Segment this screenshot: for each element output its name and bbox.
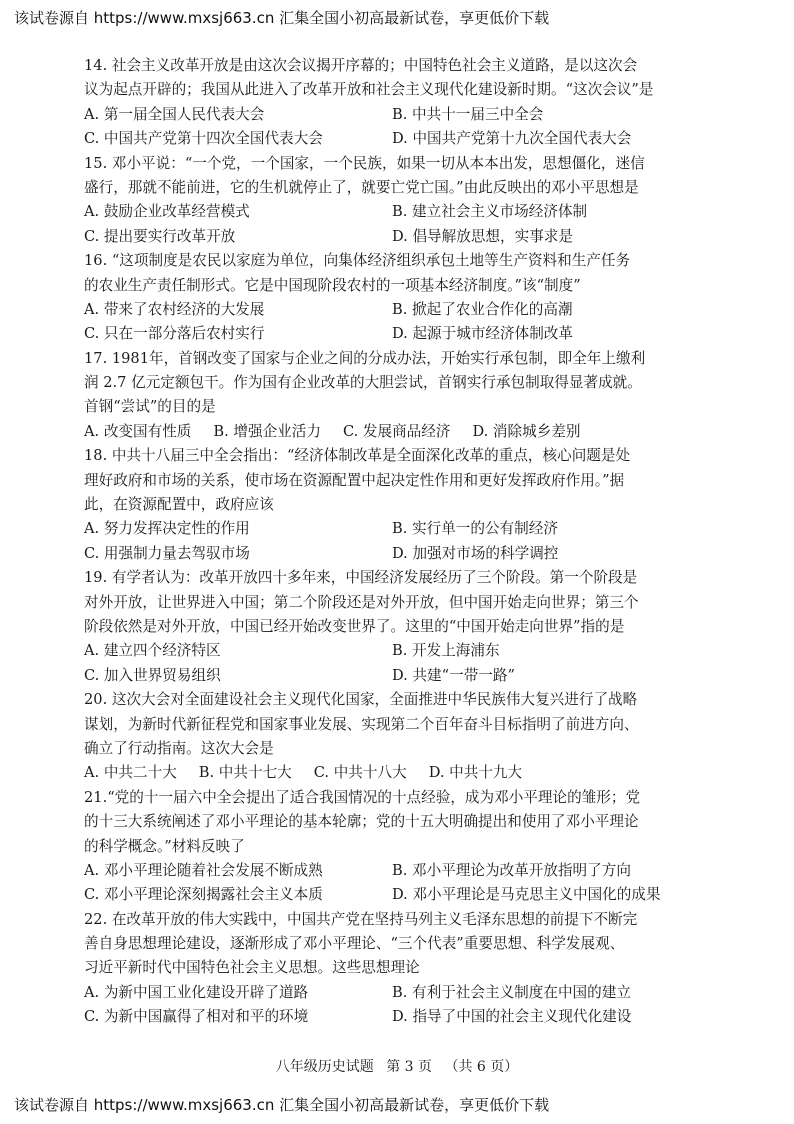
question-stem-line: 首钢“尝试”的目的是 xyxy=(84,398,216,416)
options-row xyxy=(84,981,744,1005)
answer-option: C. 提出要实行改革开放 xyxy=(84,227,236,245)
answer-option: D. 消除城乡差别 xyxy=(472,422,581,440)
answer-option: A. 为新中国工业化建设开辟了道路 xyxy=(84,983,309,1001)
answer-option: B. 掀起了农业合作化的高潮 xyxy=(392,300,573,318)
question-block xyxy=(84,908,744,1030)
answer-option: B. 中共十一届三中全会 xyxy=(392,105,544,123)
question-block xyxy=(84,688,744,786)
options-row xyxy=(84,542,744,566)
answer-option: B. 建立社会主义市场经济体制 xyxy=(392,203,588,221)
question-block xyxy=(84,786,744,908)
question-stem-line: 19. 有学者认为：改革开放四十多年来，中国经济发展经历了三个阶段。第一个阶段是 xyxy=(84,569,638,587)
question-stem-line: 的农业生产责任制形式。它是中国现阶段农村的一项基本经济制度。”该“制度” xyxy=(84,276,581,294)
question-block xyxy=(84,566,744,688)
footer-page-number: 第 3 页 xyxy=(386,1059,432,1075)
answer-option: D. 指导了中国的社会主义现代化建设 xyxy=(392,1008,632,1026)
footer-subject: 八年级历史试题 xyxy=(275,1059,374,1075)
options-row xyxy=(84,664,744,688)
options-row xyxy=(84,517,744,541)
question-stem-line: 的十三大系统阐述了邓小平理论的基本轮廓；党的十五大明确提出和使用了邓小平理论 xyxy=(84,813,639,831)
source-banner-bottom: 该试卷源自 https://www.mxsj663.cn 汇集全国小初高最新试卷，享更低价下载 xyxy=(14,1096,550,1114)
answer-option: C. 为新中国赢得了相对和平的环境 xyxy=(84,1008,309,1026)
question-block xyxy=(84,152,744,250)
options-row xyxy=(84,639,744,663)
question-stem-line: 14. 社会主义改革开放是由这次会议揭开序幕的；中国特色社会主义道路，是以这次会 xyxy=(84,57,638,74)
answer-option: A. 中共二十大 xyxy=(84,764,177,782)
options-row xyxy=(84,225,744,249)
answer-option: C. 邓小平理论深刻揭露社会主义本质 xyxy=(84,886,323,904)
answer-option: C. 发展商品经济 xyxy=(342,422,451,440)
page-footer xyxy=(0,1056,794,1076)
question-stem-line: 17. 1981年，首钢改变了国家与企业之间的分成办法，开始实行承包制，即全年上缴利 xyxy=(84,349,646,367)
answer-option: D. 邓小平理论是马克思主义中国化的成果 xyxy=(392,886,661,904)
answer-option: B. 实行单一的公有制经济 xyxy=(392,520,558,538)
question-stem-line: 善自身思想理论建设，逐渐形成了邓小平理论、“三个代表”重要思想、科学发展观、 xyxy=(84,935,625,953)
question-stem-line: 阶段依然是对外开放，中国已经开始改变世界了。这里的“中国开始走向世界”指的是 xyxy=(84,617,625,635)
question-stem-line: 理好政府和市场的关系，使市场在资源配置中起决定性作用和更好发挥政府作用。”据 xyxy=(84,471,625,489)
question-stem-line: 21.“党的十一届六中全会提出了适合我国情况的十点经验，成为邓小平理论的雏形；党 xyxy=(84,788,641,806)
answer-option: A. 努力发挥决定性的作用 xyxy=(84,520,250,538)
answer-option: C. 只在一部分落后农村实行 xyxy=(84,325,265,343)
question-stem-line: 确立了行动指南。这次大会是 xyxy=(84,739,274,757)
question-stem-line: 18. 中共十八届三中全会指出：“经济体制改革是全面深化改革的重点，核心问题是处 xyxy=(84,447,631,465)
answer-option: C. 用强制力量去驾驭市场 xyxy=(84,544,250,562)
answer-option: B. 邓小平理论为改革开放指明了方向 xyxy=(392,861,631,879)
options-row xyxy=(84,1005,744,1029)
question-stem-line: 16. “这项制度是农民以家庭为单位，向集体经济组织承包土地等生产资料和生产任务 xyxy=(84,252,631,270)
question-stem-line: 谋划，为新时代新征程党和国家事业发展、实现第二个百年奋斗目标指明了前进方向、 xyxy=(84,715,639,733)
answer-option: B. 增强企业活力 xyxy=(213,422,321,440)
question-stem-line: 润 2.7 亿元定额包干。作为国有企业改革的大胆尝试，首钢实行承包制取得显著成就。 xyxy=(84,374,642,392)
answer-option: D. 倡导解放思想，实事求是 xyxy=(392,227,573,245)
answer-option: D. 加强对市场的科学调控 xyxy=(392,544,559,562)
answer-option: A. 邓小平理论随着社会发展不断成熟 xyxy=(84,861,323,879)
footer-page-total: （共 6 页） xyxy=(444,1059,519,1075)
answer-option: B. 开发上海浦东 xyxy=(392,642,500,660)
options-row xyxy=(84,420,744,444)
answer-option: C. 中共十八大 xyxy=(313,764,407,782)
options-row xyxy=(84,127,744,151)
question-stem-line: 议为起点开辟的；我国从此进入了改革开放和社会主义现代化建设新时期。“这次会议”是 xyxy=(84,81,654,99)
options-row xyxy=(84,322,744,346)
options-row xyxy=(84,200,744,224)
question-stem-line: 盛行，那就不能前进，它的生机就停止了，就要亡党亡国。”由此反映出的邓小平思想是 xyxy=(84,178,639,196)
question-block xyxy=(84,347,744,445)
options-row xyxy=(84,761,744,785)
answer-option: D. 中共十九大 xyxy=(428,764,523,782)
question-block xyxy=(84,444,744,566)
question-stem-line: 22. 在改革开放的伟大实践中，中国共产党在坚持马列主义毛泽东思想的前提下不断完 xyxy=(84,910,638,928)
options-row xyxy=(84,859,744,883)
answer-option: D. 中国共产党第十九次全国代表大会 xyxy=(392,130,632,148)
answer-option: B. 中共十七大 xyxy=(198,764,292,782)
answer-option: A. 改变国有性质 xyxy=(84,422,192,440)
answer-option: D. 起源于城市经济体制改革 xyxy=(392,325,573,343)
options-row xyxy=(84,883,744,907)
source-banner-top: 该试卷源自 https://www.mxsj663.cn 汇集全国小初高最新试卷，享更低价下载 xyxy=(14,9,550,27)
answer-option: D. 共建“一带一路” xyxy=(392,666,515,684)
answer-option: C. 加入世界贸易组织 xyxy=(84,666,221,684)
question-block xyxy=(84,249,744,347)
answer-option: A. 第一届全国人民代表大会 xyxy=(84,105,265,123)
answer-option: C. 中国共产党第十四次全国代表大会 xyxy=(84,130,323,148)
question-stem-line: 对外开放，让世界进入中国；第二个阶段还是对外开放，但中国开始走向世界；第三个 xyxy=(84,593,639,611)
answer-option: B. 有利于社会主义制度在中国的建立 xyxy=(392,983,631,1001)
options-row xyxy=(84,103,744,127)
question-stem-line: 此，在资源配置中，政府应该 xyxy=(84,496,274,514)
answer-option: A. 带来了农村经济的大发展 xyxy=(84,300,265,318)
question-stem-line: 20. 这次大会对全面建设社会主义现代化国家，全面推进中华民族伟大复兴进行了战略 xyxy=(84,691,638,709)
question-list xyxy=(84,54,744,1030)
answer-option: A. 建立四个经济特区 xyxy=(84,642,221,660)
question-block xyxy=(84,54,744,152)
answer-option: A. 鼓励企业改革经营模式 xyxy=(84,203,250,221)
question-stem-line: 15. 邓小平说：“一个党，一个国家，一个民族，如果一切从本本出发，思想僵化，迷信 xyxy=(84,154,645,172)
question-stem-line: 的科学概念。”材料反映了 xyxy=(84,837,245,855)
question-stem-line: 习近平新时代中国特色社会主义思想。这些思想理论 xyxy=(84,959,420,977)
options-row xyxy=(84,298,744,322)
